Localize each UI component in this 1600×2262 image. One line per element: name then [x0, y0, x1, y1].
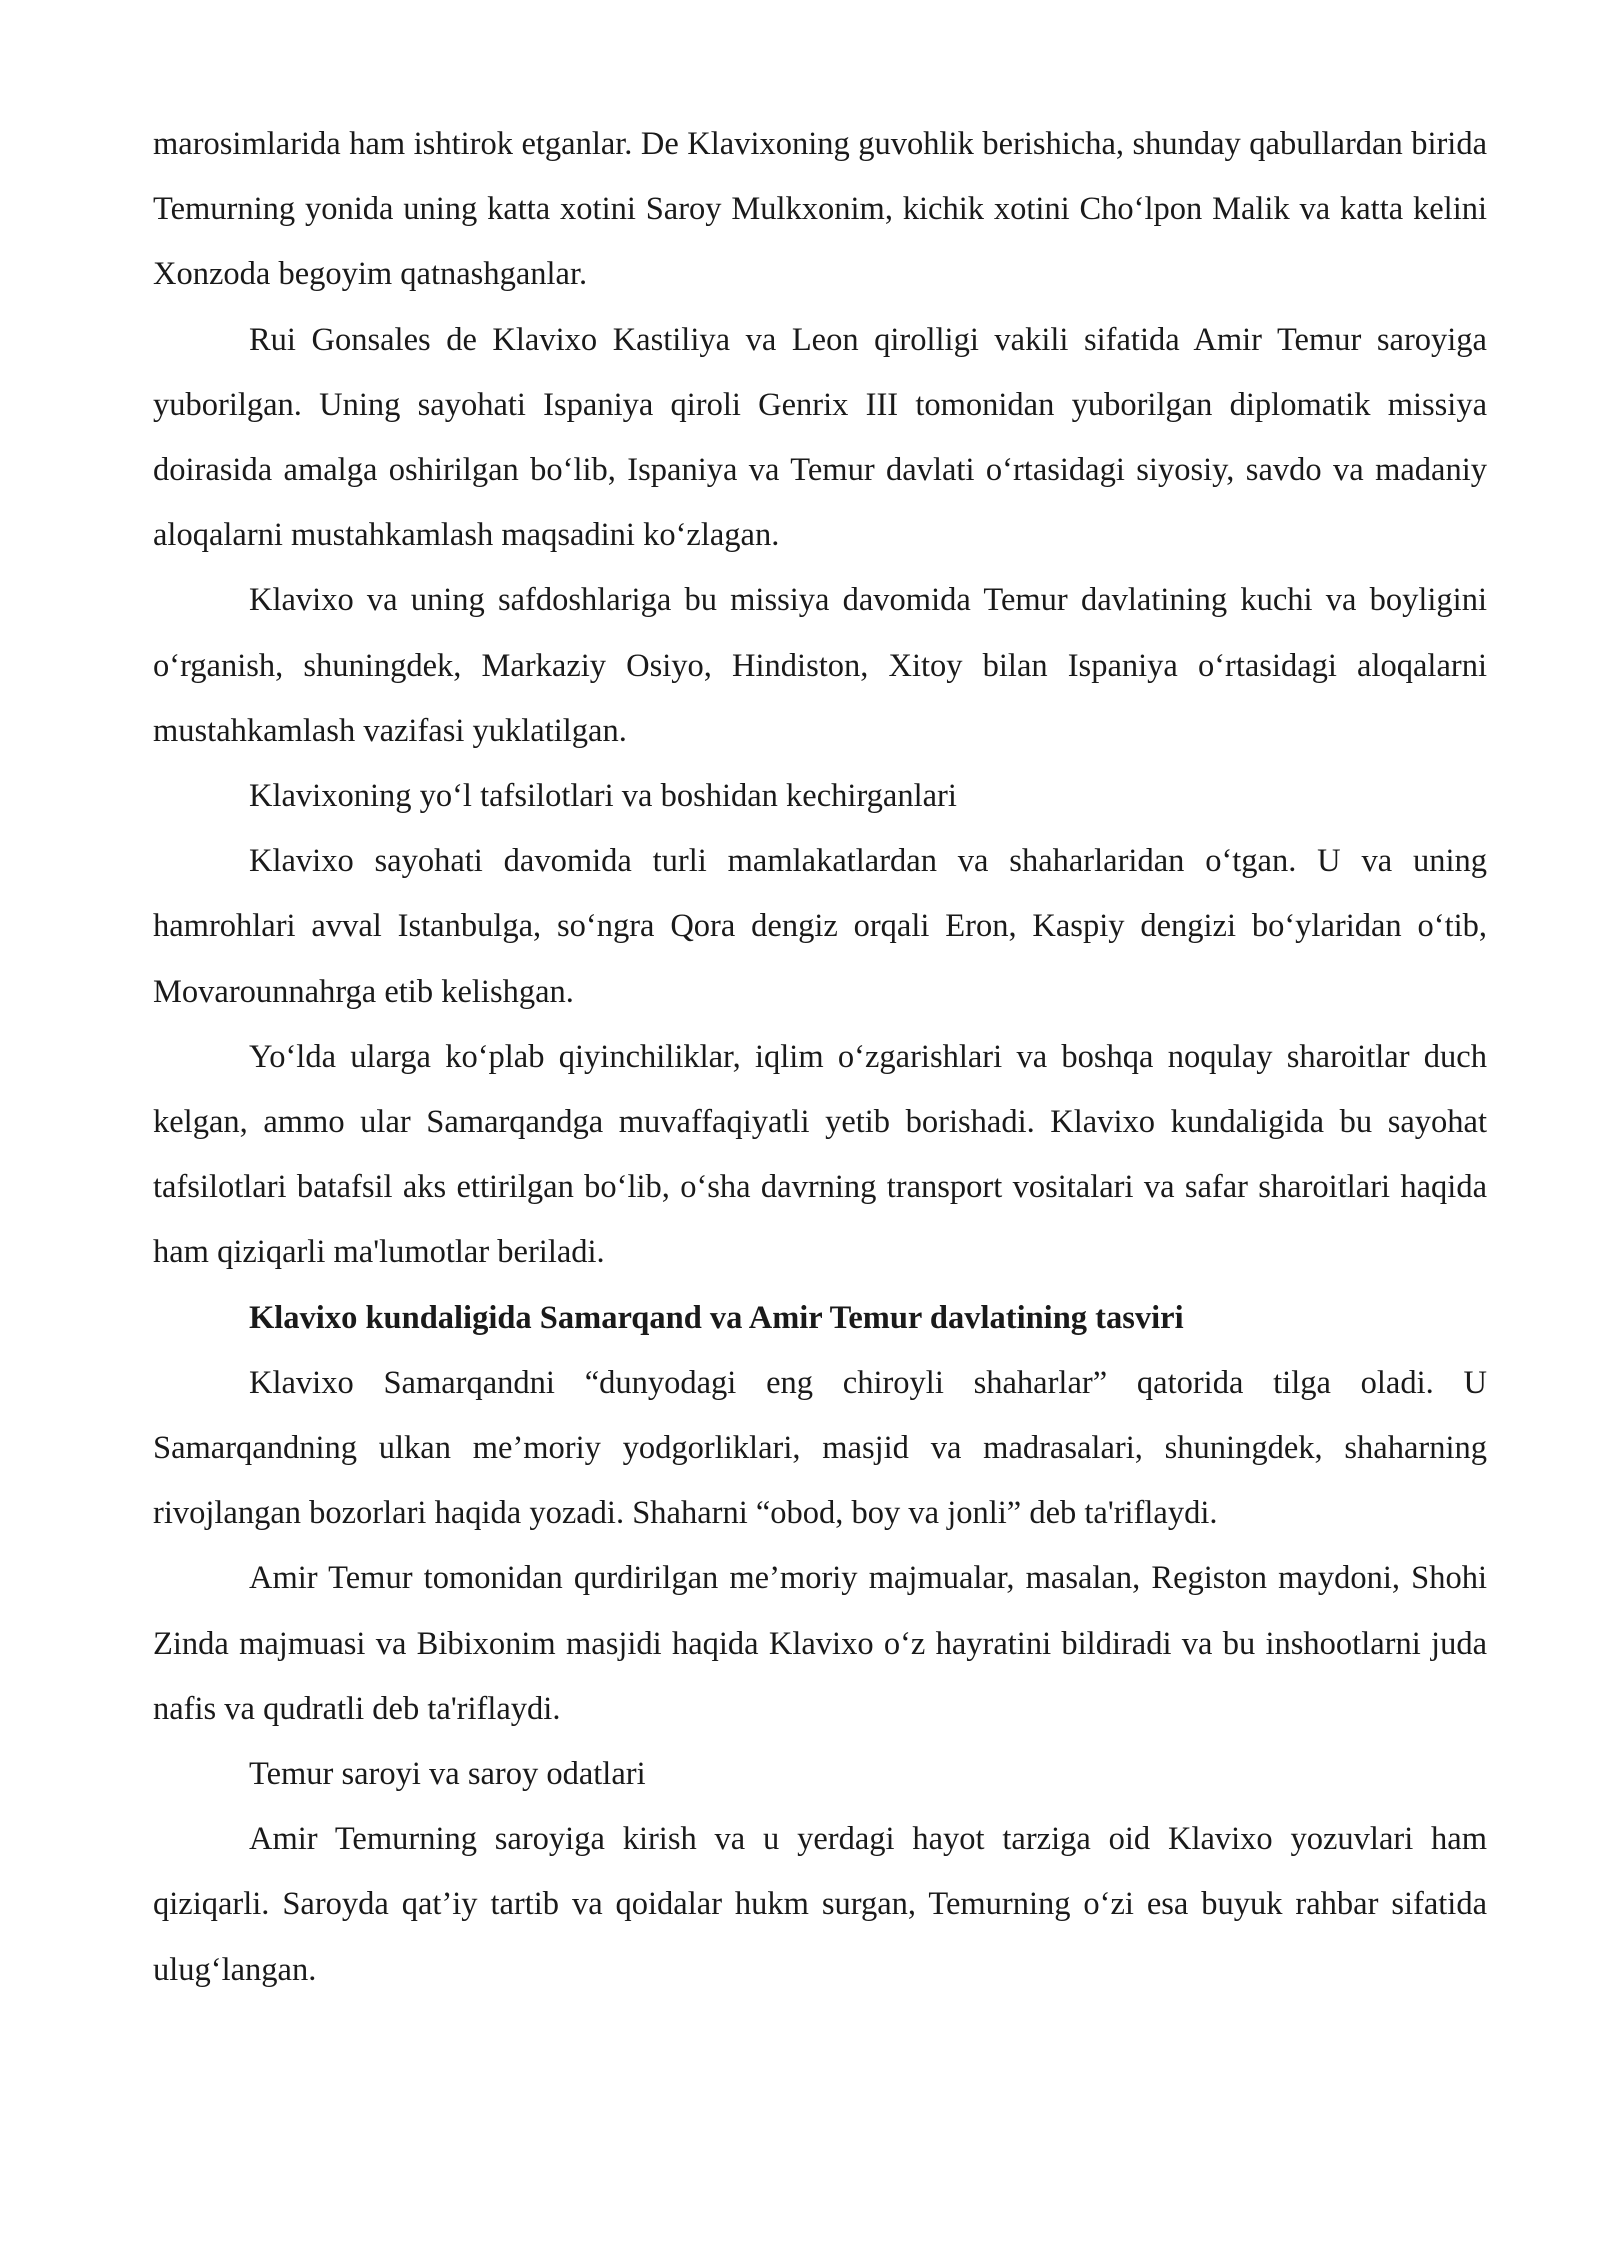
paragraph-ceremonies: marosimlarida ham ishtirok etganlar. De Klavixoning guvohlik berishicha, shunday qabullardan birida Temurning yonida uning katta xotini Saroy Mulkxonim, kichik xotini Cho‘lpon Malik va katta kelini Xonzoda begoyim qatnashganlar. — [153, 126, 1487, 293]
paragraph-architecture: Amir Temur tomonidan qurdirilgan me’moriy majmualar, masalan, Registon maydoni, Shohi Zinda majmuasi va Bibixonim masjidi haqida Klavixo o‘z hayratini bildiradi va bu inshootlarni juda nafis va qudratli deb ta'riflaydi. — [153, 1560, 1487, 1727]
paragraph-hardships: Yo‘lda ularga ko‘plab qiyinchiliklar, iqlim o‘zgarishlari va boshqa noqulay sharoitlar duch kelgan, ammo ular Samarqandga muvaffaqiyatli yetib borishadi. Klavixo kundaligida bu sayohat tafsilotlari batafsil aks ettirilgan bo‘lib, o‘sha davrning transport vositalari va safar sharoitlari haqida ham qiziqarli ma'lumotlar beriladi. — [153, 1038, 1487, 1271]
subheading-journey: Klavixoning yo‘l tafsilotlari va boshidan kechirganlari — [249, 778, 957, 815]
document-page — [153, 112, 1487, 2003]
paragraph-palace: Amir Temurning saroyiga kirish va u yerdagi hayot tarziga oid Klavixo yozuvlari ham qiziqarli. Saroyda qat’iy tartib va qoidalar hukm surgan, Temurning o‘zi esa buyuk rahbar sifatida ulug‘langan. — [153, 1821, 1487, 1988]
heading-samarkand: Klavixo kundaligida Samarqand va Amir Temur davlatining tasviri — [249, 1299, 1184, 1336]
paragraph-mission: Rui Gonsales de Klavixo Kastiliya va Leon qirolligi vakili sifatida Amir Temur saroyiga yuborilgan. Uning sayohati Ispaniya qiroli Genrix III tomonidan yuborilgan diplomatik missiya doirasida amalga oshirilgan bo‘lib, Ispaniya va Temur davlati o‘rtasidagi siyosiy, savdo va madaniy aloqalarni mustahkamlash maqsadini ko‘zlagan. — [153, 321, 1487, 554]
paragraph-tasks: Klavixo va uning safdoshlariga bu missiya davomida Temur davlatining kuchi va boyligini o‘rganish, shuningdek, Markaziy Osiyo, Hindiston, Xitoy bilan Ispaniya o‘rtasidagi aloqalarni mustahkamlash vazifasi yuklatilgan. — [153, 582, 1487, 749]
subheading-palace: Temur saroyi va saroy odatlari — [249, 1756, 646, 1793]
paragraph-samarkand: Klavixo Samarqandni “dunyodagi eng chiroyli shaharlar” qatorida tilga oladi. U Samarqandning ulkan me’moriy yodgorliklari, masjid va madrasalari, shuningdek, shaharning rivojlangan bozorlari haqida yozadi. Shaharni “obod, boy va jonli” deb ta'riflaydi. — [153, 1364, 1487, 1532]
paragraph-route: Klavixo sayohati davomida turli mamlakatlardan va shaharlaridan o‘tgan. U va uning hamrohlari avval Istanbulga, so‘ngra Qora dengiz orqali Eron, Kaspiy dengizi bo‘ylaridan o‘tib, Movarounnahrga etib kelishgan. — [153, 843, 1487, 1010]
